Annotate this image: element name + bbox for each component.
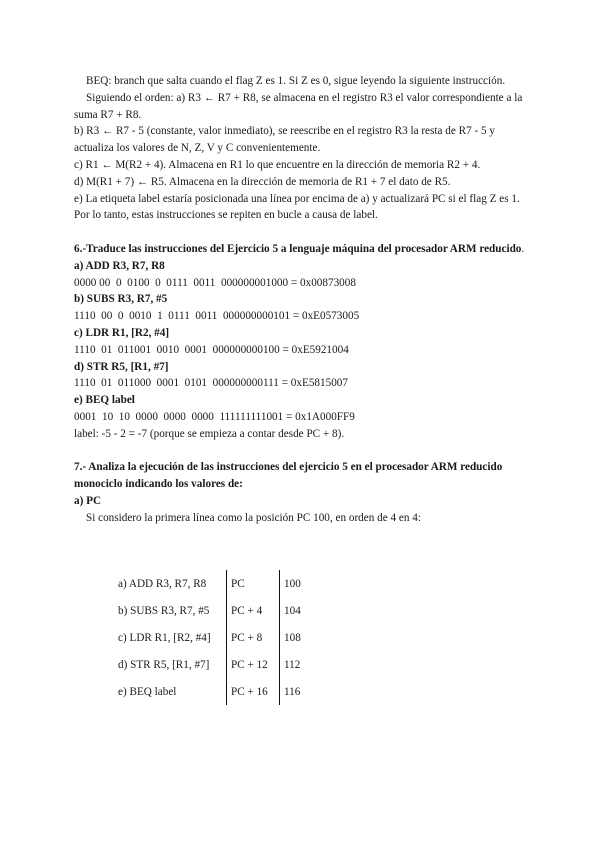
addr-cell: 108 bbox=[280, 624, 325, 651]
ex6-d-code: 1110 01 011000 0001 0101 000000000111 = 0xE5815007 bbox=[74, 377, 348, 390]
table-row bbox=[113, 678, 324, 705]
ex5-item-d: d) M(R1 + 7) ← R5. Almacena en la dirección de memoria de R1 + 7 el dato de R5. bbox=[74, 175, 451, 188]
instr-cell: d) STR R5, [R1, #7] bbox=[118, 658, 210, 671]
ex6-e-code: 0001 10 10 0000 0000 0000 111111111001 = 0x1A000FF9 bbox=[74, 410, 355, 423]
ex5-item-e: e) La etiqueta label estaría posicionada una línea por encima de a) y actualizará PC si el flag Z es 1. Por lo tanto, estas instrucciones se repiten en bucle a causa de label. bbox=[74, 192, 520, 222]
ex6-a-code: 0000 00 0 0100 0 0111 0011 000000001000 = 0x00873008 bbox=[74, 276, 356, 289]
pc-cell: PC + 12 bbox=[227, 651, 280, 678]
table-row bbox=[113, 570, 324, 597]
ex7-a-title: a) PC bbox=[74, 494, 102, 507]
ex5-item-c: c) R1 ← M(R2 + 4). Almacena en R1 lo que encuentre en la dirección de memoria R2 + 4. bbox=[74, 158, 481, 171]
ex6-c-code: 1110 01 011001 0010 0001 000000000100 = 0xE5921004 bbox=[74, 343, 349, 356]
ex6-e-note: label: -5 - 2 = -7 (porque se empieza a contar desde PC + 8). bbox=[74, 427, 345, 440]
table-row bbox=[113, 651, 324, 678]
instr-cell: e) BEQ label bbox=[118, 685, 177, 698]
addr-cell: 116 bbox=[280, 678, 325, 705]
pc-cell: PC + 16 bbox=[227, 678, 280, 705]
ex5-beq-paragraph: BEQ: branch que salta cuando el flag Z es 1. Si Z es 0, sigue leyendo la siguiente instrucción. bbox=[86, 75, 506, 87]
pc-cell: PC bbox=[227, 570, 280, 597]
ex6-e-title: e) BEQ label bbox=[74, 394, 135, 407]
ex7-heading: 7.- Analiza la ejecución de las instrucciones del ejercicio 5 en el procesador ARM reducido monociclo indicando los valores de: bbox=[74, 461, 503, 491]
addr-cell: 104 bbox=[280, 597, 325, 624]
table-row bbox=[113, 624, 324, 651]
instr-cell: a) ADD R3, R7, R8 bbox=[118, 577, 207, 590]
addr-cell: 112 bbox=[280, 651, 325, 678]
ex6-heading-period: . bbox=[521, 242, 525, 255]
ex6-c-title: c) LDR R1, [R2, #4] bbox=[74, 326, 170, 339]
instr-cell: c) LDR R1, [R2, #4] bbox=[118, 631, 211, 644]
pc-cell: PC + 4 bbox=[227, 597, 280, 624]
addr-cell: 100 bbox=[280, 570, 325, 597]
ex5-order-paragraph: Siguiendo el orden: a) R3 ← R7 + R8, se almacena en el registro R3 el valor correspondiente a la suma R7 + R8. bbox=[74, 91, 523, 121]
ex6-b-code: 1110 00 0 0010 1 0111 0011 000000000101 = 0xE0573005 bbox=[74, 310, 360, 323]
ex5-item-b: b) R3 ← R7 - 5 (constante, valor inmediato), se reescribe en el registro R3 la resta de R7 - 5 y actualiza los valores de N, Z, V y C convenientemente. bbox=[74, 125, 495, 155]
ex6-b-title: b) SUBS R3, R7, #5 bbox=[74, 293, 168, 306]
ex6-heading bbox=[74, 241, 536, 258]
document-body bbox=[74, 73, 536, 527]
ex7-intro: Si considero la primera línea como la posición PC 100, en orden de 4 en 4: bbox=[86, 511, 421, 524]
pc-cell: PC + 8 bbox=[227, 624, 280, 651]
instr-cell: b) SUBS R3, R7, #5 bbox=[118, 604, 210, 617]
pc-table bbox=[113, 570, 324, 705]
ex6-heading-text: 6.-Traduce las instrucciones del Ejercicio 5 a lenguaje máquina del procesador ARM reducido bbox=[74, 242, 522, 255]
table-row bbox=[113, 597, 324, 624]
ex6-d-title: d) STR R5, [R1, #7] bbox=[74, 360, 169, 373]
ex6-a-title: a) ADD R3, R7, R8 bbox=[74, 259, 165, 272]
